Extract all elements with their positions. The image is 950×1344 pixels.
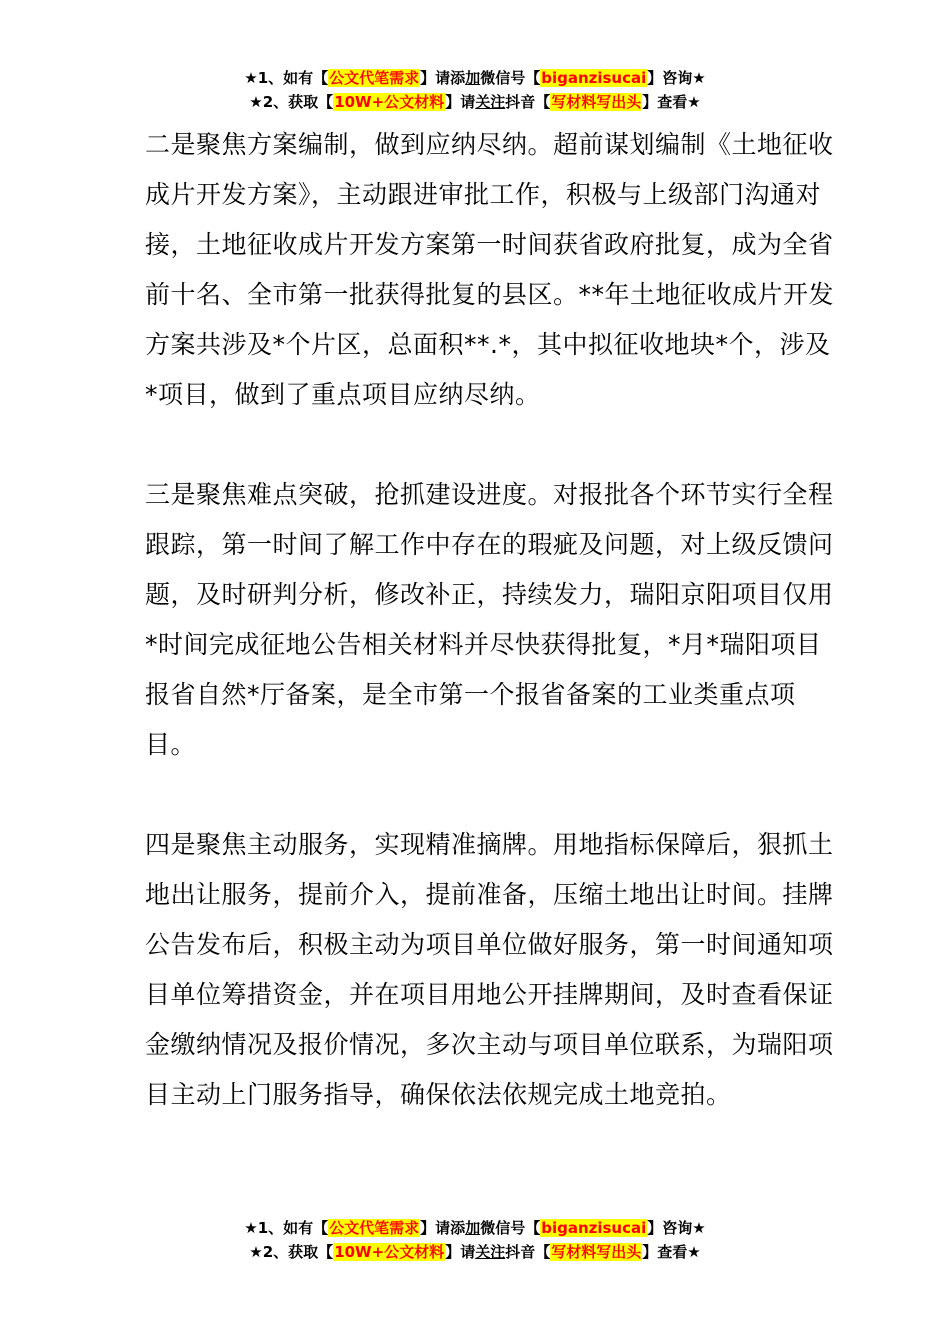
- highlight-douyin-account: 写材料写出头: [551, 93, 642, 111]
- star-icon: ★: [249, 93, 263, 111]
- banner-text: 】请: [445, 93, 476, 111]
- banner-text: 2、获取【: [262, 1243, 334, 1261]
- paragraph-breakthrough: 三是聚焦难点突破，抢抓建设进度。对报批各个环节实行全程跟踪，第一时间了解工作中存在的瑕疵及问题，对上级反馈问题，及时研判分析，修改补正，持续发力，瑞阳京阳项目仅用*时间完成征地公告相关材料并尽快获得批复，*月*瑞阳项目报省自然*厅备案，是全市第一个报省备案的工业类重点项目。: [145, 480, 834, 759]
- banner-text: 】请添: [420, 1219, 466, 1237]
- banner-emphasis: 加: [465, 1219, 481, 1237]
- banner-text: 微信号【: [480, 1219, 541, 1237]
- star-icon: ★: [249, 1243, 263, 1261]
- highlight-service: 公文代笔需求: [329, 69, 420, 87]
- highlight-service: 公文代笔需求: [329, 1219, 420, 1237]
- banner-text: 微信号【: [480, 69, 541, 87]
- banner-text: 】咨询★: [647, 69, 706, 87]
- document-body: [145, 120, 835, 1120]
- banner-text: 】请: [445, 1243, 476, 1261]
- banner-line-2: [0, 90, 950, 114]
- footer-ad-banner: [0, 1216, 950, 1264]
- header-ad-banner: [0, 66, 950, 114]
- star-icon: ★: [244, 69, 258, 87]
- banner-text: 抖音【: [505, 1243, 551, 1261]
- banner-text: 】查看★: [642, 1243, 701, 1261]
- highlight-materials: 10W+公文材料: [334, 1243, 445, 1261]
- banner-emphasis: 加: [465, 69, 481, 87]
- banner-text: 】咨询★: [647, 1219, 706, 1237]
- banner-line-1: [0, 66, 950, 90]
- highlight-douyin-account: 写材料写出头: [551, 1243, 642, 1261]
- banner-text: 1、如有【: [257, 1219, 329, 1237]
- highlight-wechat-id: biganzisucai: [541, 1219, 647, 1237]
- paragraph-active-service: 四是聚焦主动服务，实现精准摘牌。用地指标保障后，狠抓土地出让服务，提前介入，提前准备，压缩土地出让时间。挂牌公告发布后，积极主动为项目单位做好服务，第一时间通知项目单位筹措资金，并在项目用地公开挂牌期间，及时查看保证金缴纳情况及报价情况，多次主动与项目单位联系，为瑞阳项目主动上门服务指导，确保依法依规完成土地竞拍。: [145, 830, 834, 1109]
- highlight-wechat-id: biganzisucai: [541, 69, 647, 87]
- banner-emphasis: 关注: [475, 1243, 506, 1261]
- banner-line-2: [0, 1240, 950, 1264]
- banner-text: 2、获取【: [262, 93, 334, 111]
- highlight-materials: 10W+公文材料: [334, 93, 445, 111]
- paragraph-plan-compilation: 二是聚焦方案编制，做到应纳尽纳。超前谋划编制《土地征收成片开发方案》，主动跟进审批工作，积极与上级部门沟通对接，土地征收成片开发方案第一时间获省政府批复，成为全省前十名、全市第一批获得批复的县区。**年土地征收成片开发方案共涉及*个片区，总面积**.*，其中拟征收地块*个，涉及*项目，做到了重点项目应纳尽纳。: [145, 130, 835, 409]
- banner-text: 1、如有【: [257, 69, 329, 87]
- banner-text: 】查看★: [642, 93, 701, 111]
- banner-emphasis: 关注: [475, 93, 506, 111]
- star-icon: ★: [244, 1219, 258, 1237]
- banner-line-1: [0, 1216, 950, 1240]
- banner-text: 】请添: [420, 69, 466, 87]
- banner-text: 抖音【: [505, 93, 551, 111]
